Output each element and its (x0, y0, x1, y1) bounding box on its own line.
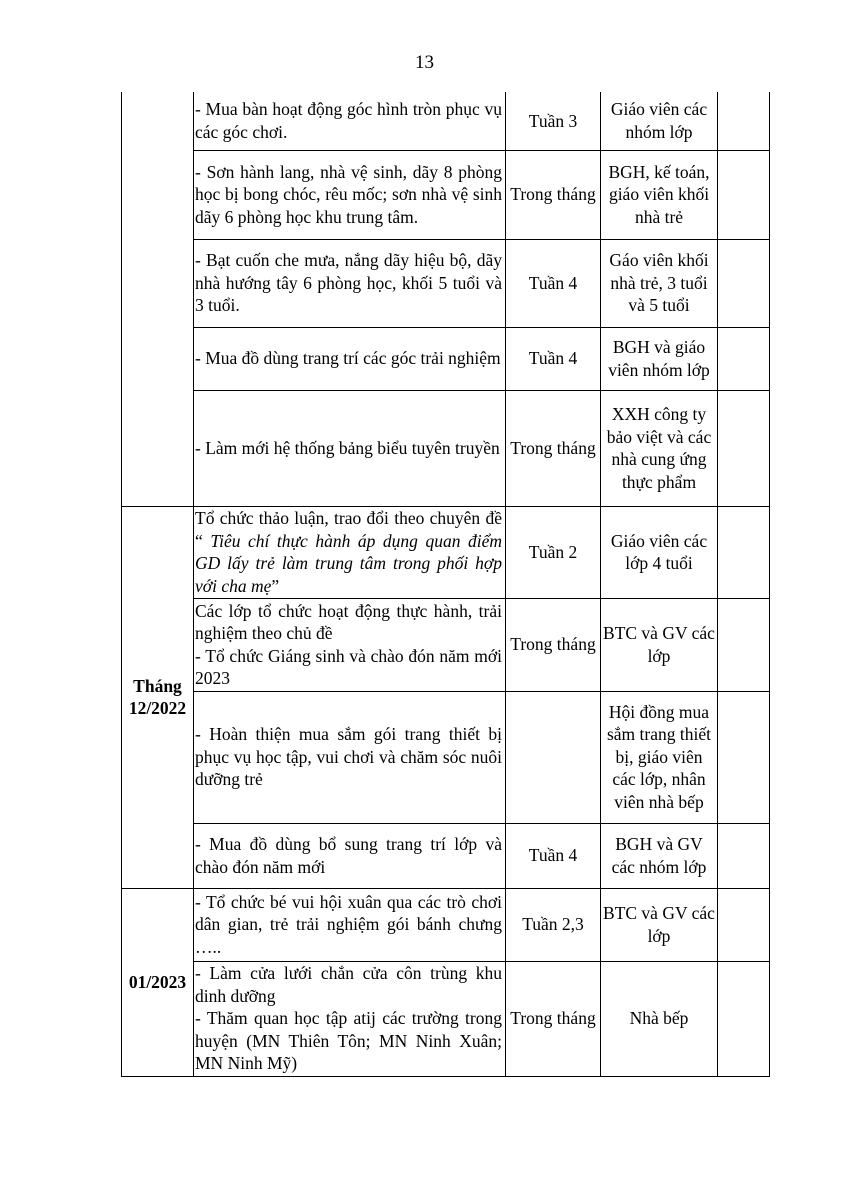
month-cell-december: Tháng 12/2022 (122, 506, 194, 888)
table-row (122, 888, 770, 961)
note-cell (718, 390, 770, 506)
time-cell: Trong tháng (506, 961, 601, 1076)
page-number: 13 (415, 52, 434, 73)
content-cell: - Mua bàn hoạt động góc hình tròn phục vụ các góc chơi. (194, 92, 506, 150)
responsible-cell: XXH công ty bảo việt và các nhà cung ứng thực phẩm (601, 390, 718, 506)
responsible-cell: BTC và GV các lớp (601, 888, 718, 961)
table-row (122, 239, 770, 327)
content-cell: - Tổ chức bé vui hội xuân qua các trò chơi dân gian, trẻ trải nghiệm gói bánh chưng ….. (194, 888, 506, 961)
responsible-cell: Nhà bếp (601, 961, 718, 1076)
time-cell: Tuần 2,3 (506, 888, 601, 961)
table-row (122, 327, 770, 390)
responsible-cell: BGH và giáo viên nhóm lớp (601, 327, 718, 390)
time-cell: Tuần 3 (506, 92, 601, 150)
time-cell: Trong tháng (506, 598, 601, 691)
content-cell: - Mua đồ dùng bổ sung trang trí lớp và chào đón năm mới (194, 823, 506, 888)
note-cell (718, 506, 770, 598)
note-cell (718, 888, 770, 961)
responsible-cell: Giáo viên các nhóm lớp (601, 92, 718, 150)
content-cell: - Bạt cuốn che mưa, nắng dãy hiệu bộ, dãy nhà hướng tây 6 phòng học, khối 5 tuổi và 3 tuổi. (194, 239, 506, 327)
responsible-cell: BGH, kế toán, giáo viên khối nhà trẻ (601, 150, 718, 239)
table-row (122, 598, 770, 691)
note-cell (718, 150, 770, 239)
responsible-cell: BTC và GV các lớp (601, 598, 718, 691)
time-cell (506, 691, 601, 823)
time-cell: Trong tháng (506, 390, 601, 506)
time-cell: Trong tháng (506, 150, 601, 239)
table-row (122, 823, 770, 888)
content-cell: - Làm cửa lưới chắn cửa côn trùng khu dinh dưỡng - Thăm quan học tập atij các trường trong huyện (MN Thiên Tôn; MN Ninh Xuân; MN Ninh Mỹ) (194, 961, 506, 1076)
note-cell (718, 598, 770, 691)
content-cell: - Sơn hành lang, nhà vệ sinh, dãy 8 phòng học bị bong chóc, rêu mốc; sơn nhà vệ sinh dãy 6 phòng học khu trung tâm. (194, 150, 506, 239)
table-row (122, 506, 770, 598)
activity-plan-table (121, 92, 770, 1077)
table-row (122, 92, 770, 150)
table-row (122, 390, 770, 506)
note-cell (718, 92, 770, 150)
time-cell: Tuần 4 (506, 327, 601, 390)
note-cell (718, 691, 770, 823)
responsible-cell: BGH và GV các nhóm lớp (601, 823, 718, 888)
time-cell: Tuần 4 (506, 823, 601, 888)
responsible-cell: Giáo viên các lớp 4 tuổi (601, 506, 718, 598)
note-cell (718, 961, 770, 1076)
note-cell (718, 239, 770, 327)
responsible-cell: Gáo viên khối nhà trẻ, 3 tuổi và 5 tuổi (601, 239, 718, 327)
note-cell (718, 823, 770, 888)
content-cell: Các lớp tổ chức hoạt động thực hành, trải nghiệm theo chủ đề - Tổ chức Giáng sinh và chào đón năm mới 2023 (194, 598, 506, 691)
content-cell: - Làm mới hệ thống bảng biểu tuyên truyền (194, 390, 506, 506)
content-cell: - Mua đồ dùng trang trí các góc trải nghiệm (194, 327, 506, 390)
month-cell-prev (122, 92, 194, 506)
table-row (122, 961, 770, 1076)
table-row (122, 150, 770, 239)
time-cell: Tuần 4 (506, 239, 601, 327)
month-cell-january: 01/2023 (122, 888, 194, 1076)
note-cell (718, 327, 770, 390)
content-cell: Tổ chức thảo luận, trao đổi theo chuyên đề “ Tiêu chí thực hành áp dụng quan điểm GD lấy trẻ làm trung tâm trong phối hợp với cha mẹ” (194, 506, 506, 598)
table-row (122, 691, 770, 823)
responsible-cell: Hội đồng mua sắm trang thiết bị, giáo viên các lớp, nhân viên nhà bếp (601, 691, 718, 823)
time-cell: Tuần 2 (506, 506, 601, 598)
content-cell: - Hoàn thiện mua sắm gói trang thiết bị phục vụ học tập, vui chơi và chăm sóc nuôi dưỡng trẻ (194, 691, 506, 823)
